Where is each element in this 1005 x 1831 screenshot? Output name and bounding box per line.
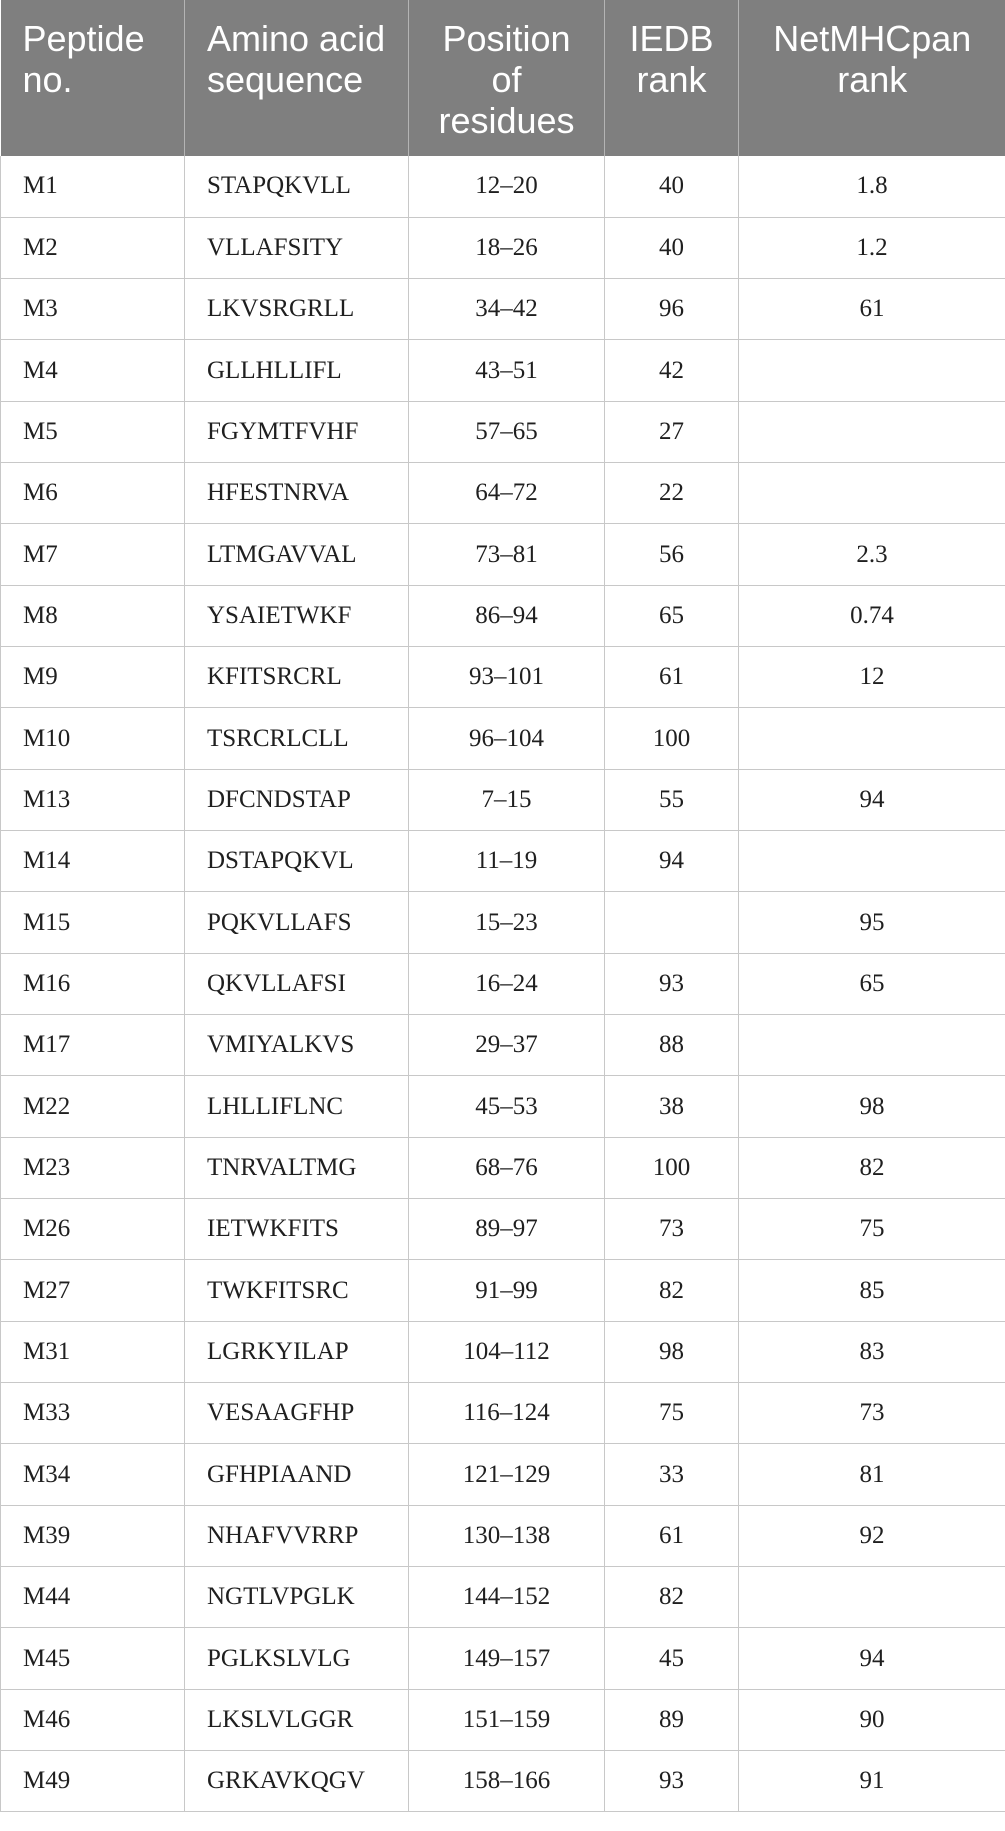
cell-amino-acid-sequence: VLLAFSITY <box>185 217 409 278</box>
cell-netmhcpan-rank: 94 <box>739 1628 1005 1689</box>
cell-netmhcpan-rank: 1.2 <box>739 217 1005 278</box>
cell-iedb-rank: 55 <box>605 769 739 830</box>
cell-iedb-rank: 56 <box>605 524 739 585</box>
cell-peptide-no: M23 <box>1 1137 185 1198</box>
table-row <box>1 769 1005 830</box>
cell-netmhcpan-rank: 61 <box>739 279 1005 340</box>
cell-position-of-residues: 12–20 <box>409 156 605 217</box>
cell-position-of-residues: 15–23 <box>409 892 605 953</box>
cell-netmhcpan-rank: 0.74 <box>739 585 1005 646</box>
cell-iedb-rank: 100 <box>605 708 739 769</box>
table-header <box>1 0 1005 156</box>
cell-amino-acid-sequence: STAPQKVLL <box>185 156 409 217</box>
cell-position-of-residues: 45–53 <box>409 1076 605 1137</box>
cell-amino-acid-sequence: PQKVLLAFS <box>185 892 409 953</box>
cell-peptide-no: M46 <box>1 1689 185 1750</box>
cell-position-of-residues: 89–97 <box>409 1199 605 1260</box>
cell-iedb-rank: 45 <box>605 1628 739 1689</box>
cell-netmhcpan-rank: 75 <box>739 1199 1005 1260</box>
cell-iedb-rank: 88 <box>605 1015 739 1076</box>
cell-peptide-no: M49 <box>1 1751 185 1812</box>
cell-amino-acid-sequence: LKVSRGRLL <box>185 279 409 340</box>
cell-amino-acid-sequence: FGYMTFVHF <box>185 401 409 462</box>
cell-iedb-rank: 98 <box>605 1321 739 1382</box>
cell-amino-acid-sequence: VMIYALKVS <box>185 1015 409 1076</box>
cell-peptide-no: M16 <box>1 953 185 1014</box>
table-row <box>1 524 1005 585</box>
cell-netmhcpan-rank: 98 <box>739 1076 1005 1137</box>
cell-peptide-no: M27 <box>1 1260 185 1321</box>
cell-netmhcpan-rank <box>739 831 1005 892</box>
cell-netmhcpan-rank: 1.8 <box>739 156 1005 217</box>
cell-peptide-no: M31 <box>1 1321 185 1382</box>
cell-position-of-residues: 116–124 <box>409 1383 605 1444</box>
cell-peptide-no: M39 <box>1 1505 185 1566</box>
cell-netmhcpan-rank: 82 <box>739 1137 1005 1198</box>
cell-netmhcpan-rank: 12 <box>739 647 1005 708</box>
table-row <box>1 1383 1005 1444</box>
cell-amino-acid-sequence: YSAIETWKF <box>185 585 409 646</box>
cell-peptide-no: M7 <box>1 524 185 585</box>
cell-peptide-no: M45 <box>1 1628 185 1689</box>
cell-amino-acid-sequence: GFHPIAAND <box>185 1444 409 1505</box>
table-row <box>1 1321 1005 1382</box>
cell-position-of-residues: 7–15 <box>409 769 605 830</box>
header-amino-acid-sequence: Amino acid sequence <box>185 0 409 156</box>
cell-iedb-rank: 96 <box>605 279 739 340</box>
table-row <box>1 1628 1005 1689</box>
cell-netmhcpan-rank: 95 <box>739 892 1005 953</box>
cell-peptide-no: M34 <box>1 1444 185 1505</box>
cell-iedb-rank: 40 <box>605 156 739 217</box>
table-row <box>1 953 1005 1014</box>
cell-peptide-no: M1 <box>1 156 185 217</box>
table-row <box>1 831 1005 892</box>
cell-amino-acid-sequence: TNRVALTMG <box>185 1137 409 1198</box>
cell-position-of-residues: 158–166 <box>409 1751 605 1812</box>
cell-iedb-rank: 65 <box>605 585 739 646</box>
cell-position-of-residues: 11–19 <box>409 831 605 892</box>
cell-iedb-rank: 61 <box>605 1505 739 1566</box>
cell-position-of-residues: 93–101 <box>409 647 605 708</box>
table-row <box>1 1444 1005 1505</box>
cell-iedb-rank <box>605 892 739 953</box>
cell-netmhcpan-rank: 85 <box>739 1260 1005 1321</box>
cell-position-of-residues: 121–129 <box>409 1444 605 1505</box>
cell-iedb-rank: 75 <box>605 1383 739 1444</box>
cell-iedb-rank: 22 <box>605 463 739 524</box>
cell-amino-acid-sequence: LGRKYILAP <box>185 1321 409 1382</box>
header-row <box>1 0 1005 156</box>
cell-peptide-no: M15 <box>1 892 185 953</box>
cell-position-of-residues: 130–138 <box>409 1505 605 1566</box>
cell-position-of-residues: 104–112 <box>409 1321 605 1382</box>
cell-netmhcpan-rank <box>739 708 1005 769</box>
cell-position-of-residues: 91–99 <box>409 1260 605 1321</box>
cell-iedb-rank: 40 <box>605 217 739 278</box>
cell-amino-acid-sequence: KFITSRCRL <box>185 647 409 708</box>
table-row <box>1 1751 1005 1812</box>
cell-netmhcpan-rank <box>739 401 1005 462</box>
cell-amino-acid-sequence: LKSLVLGGR <box>185 1689 409 1750</box>
cell-position-of-residues: 96–104 <box>409 708 605 769</box>
cell-amino-acid-sequence: NHAFVVRRP <box>185 1505 409 1566</box>
cell-netmhcpan-rank: 81 <box>739 1444 1005 1505</box>
cell-netmhcpan-rank: 90 <box>739 1689 1005 1750</box>
cell-netmhcpan-rank: 83 <box>739 1321 1005 1382</box>
cell-amino-acid-sequence: VESAAGFHP <box>185 1383 409 1444</box>
cell-netmhcpan-rank: 65 <box>739 953 1005 1014</box>
table-row <box>1 217 1005 278</box>
cell-peptide-no: M17 <box>1 1015 185 1076</box>
table-row <box>1 1567 1005 1628</box>
cell-amino-acid-sequence: TSRCRLCLL <box>185 708 409 769</box>
cell-peptide-no: M2 <box>1 217 185 278</box>
cell-amino-acid-sequence: LTMGAVVAL <box>185 524 409 585</box>
cell-peptide-no: M26 <box>1 1199 185 1260</box>
cell-netmhcpan-rank: 91 <box>739 1751 1005 1812</box>
cell-amino-acid-sequence: DSTAPQKVL <box>185 831 409 892</box>
cell-position-of-residues: 34–42 <box>409 279 605 340</box>
table-row <box>1 401 1005 462</box>
cell-iedb-rank: 93 <box>605 953 739 1014</box>
table-row <box>1 340 1005 401</box>
cell-peptide-no: M8 <box>1 585 185 646</box>
cell-iedb-rank: 82 <box>605 1260 739 1321</box>
cell-position-of-residues: 73–81 <box>409 524 605 585</box>
cell-iedb-rank: 82 <box>605 1567 739 1628</box>
cell-position-of-residues: 43–51 <box>409 340 605 401</box>
cell-netmhcpan-rank <box>739 463 1005 524</box>
cell-peptide-no: M6 <box>1 463 185 524</box>
cell-iedb-rank: 61 <box>605 647 739 708</box>
cell-peptide-no: M3 <box>1 279 185 340</box>
cell-position-of-residues: 29–37 <box>409 1015 605 1076</box>
cell-amino-acid-sequence: LHLLIFLNC <box>185 1076 409 1137</box>
table-row <box>1 463 1005 524</box>
cell-peptide-no: M9 <box>1 647 185 708</box>
cell-position-of-residues: 57–65 <box>409 401 605 462</box>
cell-position-of-residues: 144–152 <box>409 1567 605 1628</box>
cell-iedb-rank: 73 <box>605 1199 739 1260</box>
cell-netmhcpan-rank: 2.3 <box>739 524 1005 585</box>
cell-amino-acid-sequence: NGTLVPGLK <box>185 1567 409 1628</box>
cell-netmhcpan-rank <box>739 1015 1005 1076</box>
cell-peptide-no: M10 <box>1 708 185 769</box>
table-row <box>1 1015 1005 1076</box>
cell-peptide-no: M44 <box>1 1567 185 1628</box>
table-row <box>1 1505 1005 1566</box>
cell-position-of-residues: 86–94 <box>409 585 605 646</box>
table-row <box>1 647 1005 708</box>
table-row <box>1 1076 1005 1137</box>
table-row <box>1 892 1005 953</box>
cell-peptide-no: M33 <box>1 1383 185 1444</box>
table-row <box>1 708 1005 769</box>
cell-peptide-no: M22 <box>1 1076 185 1137</box>
cell-peptide-no: M5 <box>1 401 185 462</box>
table-row <box>1 279 1005 340</box>
cell-amino-acid-sequence: TWKFITSRC <box>185 1260 409 1321</box>
cell-amino-acid-sequence: DFCNDSTAP <box>185 769 409 830</box>
cell-iedb-rank: 27 <box>605 401 739 462</box>
table-row <box>1 585 1005 646</box>
cell-netmhcpan-rank: 92 <box>739 1505 1005 1566</box>
table-row <box>1 1137 1005 1198</box>
cell-netmhcpan-rank <box>739 340 1005 401</box>
cell-iedb-rank: 93 <box>605 1751 739 1812</box>
cell-amino-acid-sequence: IETWKFITS <box>185 1199 409 1260</box>
cell-iedb-rank: 100 <box>605 1137 739 1198</box>
table-row <box>1 156 1005 217</box>
cell-position-of-residues: 16–24 <box>409 953 605 1014</box>
header-peptide-no: Peptide no. <box>1 0 185 156</box>
cell-netmhcpan-rank: 73 <box>739 1383 1005 1444</box>
cell-amino-acid-sequence: HFESTNRVA <box>185 463 409 524</box>
table-row <box>1 1689 1005 1750</box>
cell-position-of-residues: 64–72 <box>409 463 605 524</box>
table-row <box>1 1199 1005 1260</box>
cell-position-of-residues: 149–157 <box>409 1628 605 1689</box>
cell-netmhcpan-rank <box>739 1567 1005 1628</box>
cell-peptide-no: M14 <box>1 831 185 892</box>
cell-position-of-residues: 68–76 <box>409 1137 605 1198</box>
cell-amino-acid-sequence: GLLHLLIFL <box>185 340 409 401</box>
cell-amino-acid-sequence: PGLKSLVLG <box>185 1628 409 1689</box>
cell-iedb-rank: 38 <box>605 1076 739 1137</box>
cell-amino-acid-sequence: GRKAVKQGV <box>185 1751 409 1812</box>
cell-peptide-no: M13 <box>1 769 185 830</box>
cell-peptide-no: M4 <box>1 340 185 401</box>
cell-iedb-rank: 94 <box>605 831 739 892</box>
cell-position-of-residues: 18–26 <box>409 217 605 278</box>
cell-position-of-residues: 151–159 <box>409 1689 605 1750</box>
table-row <box>1 1260 1005 1321</box>
cell-iedb-rank: 89 <box>605 1689 739 1750</box>
header-position-of-residues: Position of residues <box>409 0 605 156</box>
cell-amino-acid-sequence: QKVLLAFSI <box>185 953 409 1014</box>
cell-netmhcpan-rank: 94 <box>739 769 1005 830</box>
table-body <box>1 156 1005 1812</box>
cell-iedb-rank: 33 <box>605 1444 739 1505</box>
header-netmhcpan-rank: NetMHCpan rank <box>739 0 1005 156</box>
cell-iedb-rank: 42 <box>605 340 739 401</box>
header-iedb-rank: IEDB rank <box>605 0 739 156</box>
